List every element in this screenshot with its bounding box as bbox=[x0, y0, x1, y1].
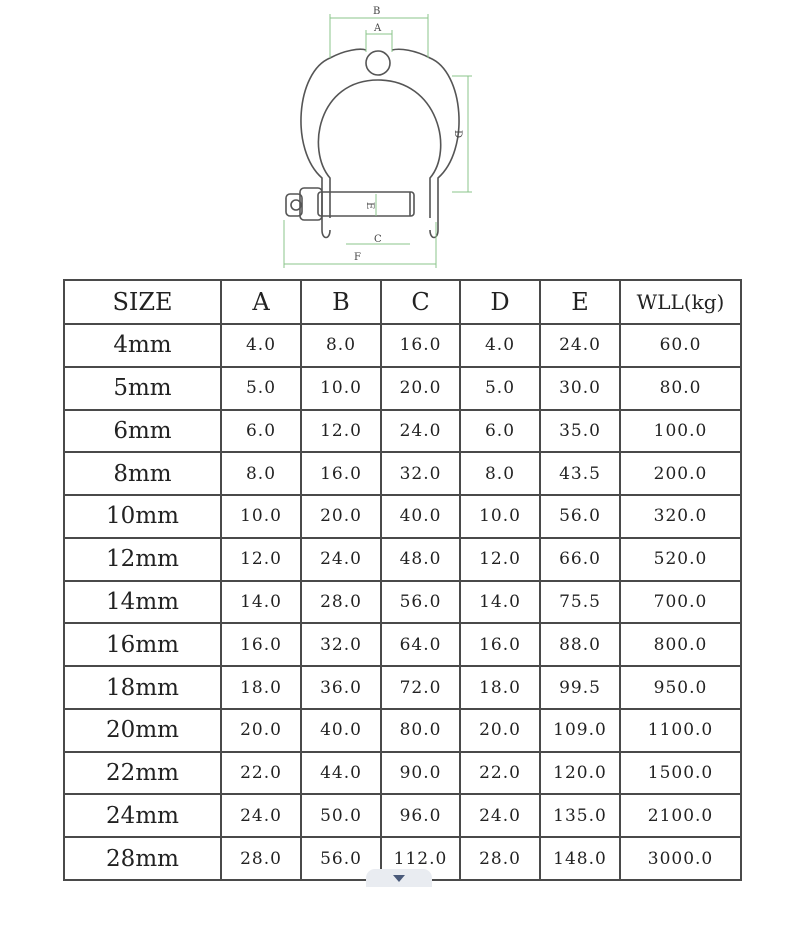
cell-a: 18.0 bbox=[221, 666, 301, 709]
cell-wll: 320.0 bbox=[620, 495, 741, 538]
cell-b: 20.0 bbox=[301, 495, 381, 538]
cell-c: 72.0 bbox=[381, 666, 460, 709]
cell-d: 4.0 bbox=[460, 324, 540, 367]
cell-a: 8.0 bbox=[221, 452, 301, 495]
cell-b: 44.0 bbox=[301, 752, 381, 795]
cell-size: 24mm bbox=[64, 794, 221, 837]
cell-e: 43.5 bbox=[540, 452, 620, 495]
cell-d: 28.0 bbox=[460, 837, 540, 880]
cell-e: 99.5 bbox=[540, 666, 620, 709]
cell-a: 20.0 bbox=[221, 709, 301, 752]
column-header-d: D bbox=[460, 280, 540, 324]
cell-b: 32.0 bbox=[301, 623, 381, 666]
dimension-label-a: A bbox=[374, 23, 382, 34]
cell-a: 22.0 bbox=[221, 752, 301, 795]
table-row bbox=[64, 752, 741, 795]
cell-e: 75.5 bbox=[540, 581, 620, 624]
cell-c: 32.0 bbox=[381, 452, 460, 495]
cell-e: 120.0 bbox=[540, 752, 620, 795]
cell-size: 10mm bbox=[64, 495, 221, 538]
table-row bbox=[64, 794, 741, 837]
cell-wll: 950.0 bbox=[620, 666, 741, 709]
cell-size: 8mm bbox=[64, 452, 221, 495]
column-header-b: B bbox=[301, 280, 381, 324]
table-row bbox=[64, 666, 741, 709]
cell-e: 24.0 bbox=[540, 324, 620, 367]
column-header-a: A bbox=[221, 280, 301, 324]
cell-e: 66.0 bbox=[540, 538, 620, 581]
cell-a: 5.0 bbox=[221, 367, 301, 410]
cell-size: 14mm bbox=[64, 581, 221, 624]
cell-b: 56.0 bbox=[301, 837, 381, 880]
cell-b: 12.0 bbox=[301, 410, 381, 453]
dimension-label-c: C bbox=[374, 234, 382, 245]
table-row bbox=[64, 581, 741, 624]
cell-c: 20.0 bbox=[381, 367, 460, 410]
cell-wll: 100.0 bbox=[620, 410, 741, 453]
cell-size: 18mm bbox=[64, 666, 221, 709]
cell-a: 12.0 bbox=[221, 538, 301, 581]
chevron-down-icon bbox=[393, 875, 405, 882]
column-header-wll: WLL(kg) bbox=[620, 280, 741, 324]
cell-c: 40.0 bbox=[381, 495, 460, 538]
table-row bbox=[64, 495, 741, 538]
column-header-size: SIZE bbox=[64, 280, 221, 324]
cell-b: 10.0 bbox=[301, 367, 381, 410]
cell-c: 96.0 bbox=[381, 794, 460, 837]
cell-d: 22.0 bbox=[460, 752, 540, 795]
cell-wll: 80.0 bbox=[620, 367, 741, 410]
cell-b: 28.0 bbox=[301, 581, 381, 624]
cell-b: 24.0 bbox=[301, 538, 381, 581]
cell-c: 56.0 bbox=[381, 581, 460, 624]
cell-size: 6mm bbox=[64, 410, 221, 453]
cell-e: 109.0 bbox=[540, 709, 620, 752]
cell-wll: 60.0 bbox=[620, 324, 741, 367]
cell-size: 20mm bbox=[64, 709, 221, 752]
cell-c: 48.0 bbox=[381, 538, 460, 581]
cell-a: 10.0 bbox=[221, 495, 301, 538]
cell-wll: 3000.0 bbox=[620, 837, 741, 880]
cell-e: 30.0 bbox=[540, 367, 620, 410]
table-header-row bbox=[64, 280, 741, 324]
cell-d: 14.0 bbox=[460, 581, 540, 624]
cell-wll: 1500.0 bbox=[620, 752, 741, 795]
cell-e: 135.0 bbox=[540, 794, 620, 837]
cell-c: 80.0 bbox=[381, 709, 460, 752]
cell-a: 16.0 bbox=[221, 623, 301, 666]
cell-d: 8.0 bbox=[460, 452, 540, 495]
cell-size: 28mm bbox=[64, 837, 221, 880]
cell-e: 56.0 bbox=[540, 495, 620, 538]
cell-b: 16.0 bbox=[301, 452, 381, 495]
cell-a: 6.0 bbox=[221, 410, 301, 453]
cell-size: 4mm bbox=[64, 324, 221, 367]
cell-b: 8.0 bbox=[301, 324, 381, 367]
cell-c: 24.0 bbox=[381, 410, 460, 453]
cell-a: 28.0 bbox=[221, 837, 301, 880]
cell-wll: 520.0 bbox=[620, 538, 741, 581]
table-row bbox=[64, 452, 741, 495]
cell-d: 6.0 bbox=[460, 410, 540, 453]
cell-d: 20.0 bbox=[460, 709, 540, 752]
cell-wll: 700.0 bbox=[620, 581, 741, 624]
cell-d: 12.0 bbox=[460, 538, 540, 581]
cell-e: 88.0 bbox=[540, 623, 620, 666]
cell-size: 22mm bbox=[64, 752, 221, 795]
cell-d: 5.0 bbox=[460, 367, 540, 410]
cell-wll: 2100.0 bbox=[620, 794, 741, 837]
dimension-label-f: F bbox=[354, 252, 361, 263]
cell-e: 148.0 bbox=[540, 837, 620, 880]
specification-table bbox=[63, 279, 742, 881]
cell-c: 16.0 bbox=[381, 324, 460, 367]
cell-wll: 200.0 bbox=[620, 452, 741, 495]
column-header-c: C bbox=[381, 280, 460, 324]
table-row bbox=[64, 367, 741, 410]
cell-wll: 1100.0 bbox=[620, 709, 741, 752]
cell-size: 12mm bbox=[64, 538, 221, 581]
scroll-down-button[interactable] bbox=[366, 869, 432, 887]
table-row bbox=[64, 709, 741, 752]
column-header-e: E bbox=[540, 280, 620, 324]
dimension-label-d: D bbox=[452, 130, 463, 139]
cell-b: 36.0 bbox=[301, 666, 381, 709]
cell-c: 112.0 bbox=[381, 837, 460, 880]
cell-d: 16.0 bbox=[460, 623, 540, 666]
cell-d: 24.0 bbox=[460, 794, 540, 837]
cell-a: 24.0 bbox=[221, 794, 301, 837]
cell-a: 14.0 bbox=[221, 581, 301, 624]
cell-c: 90.0 bbox=[381, 752, 460, 795]
table-row bbox=[64, 324, 741, 367]
cell-d: 10.0 bbox=[460, 495, 540, 538]
dimension-label-e: E bbox=[364, 202, 375, 210]
cell-size: 5mm bbox=[64, 367, 221, 410]
cell-b: 50.0 bbox=[301, 794, 381, 837]
cell-size: 16mm bbox=[64, 623, 221, 666]
dimension-label-b: B bbox=[373, 6, 381, 17]
table-row bbox=[64, 538, 741, 581]
cell-wll: 800.0 bbox=[620, 623, 741, 666]
shackle-diagram bbox=[270, 0, 490, 270]
cell-e: 35.0 bbox=[540, 410, 620, 453]
cell-d: 18.0 bbox=[460, 666, 540, 709]
cell-b: 40.0 bbox=[301, 709, 381, 752]
cell-c: 64.0 bbox=[381, 623, 460, 666]
cell-a: 4.0 bbox=[221, 324, 301, 367]
table-row bbox=[64, 410, 741, 453]
table-row bbox=[64, 623, 741, 666]
